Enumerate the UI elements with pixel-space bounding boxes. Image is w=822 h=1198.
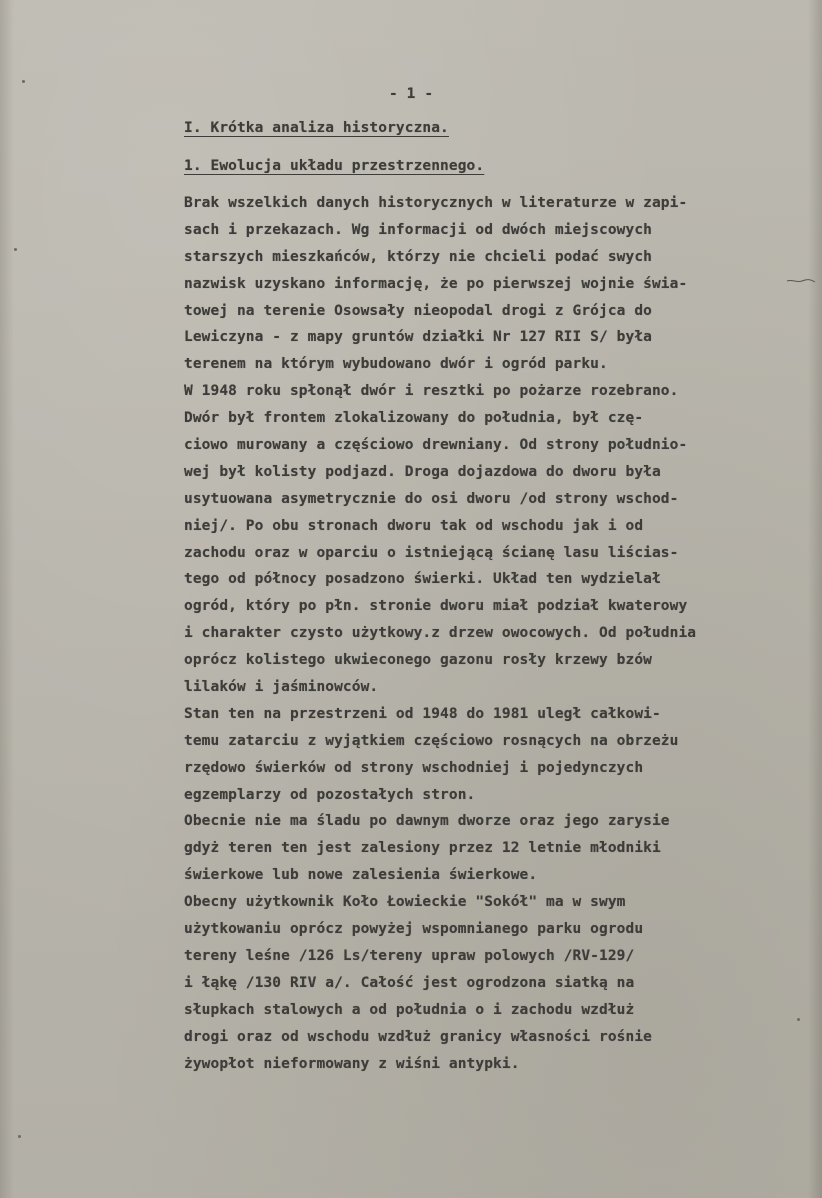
text-line: zachodu oraz w oparciu o istniejącą ścianę lasu liścias- [184,544,679,561]
text-line: użytkowaniu oprócz powyżej wspomnianego parku ogrodu [184,921,644,938]
text-line: Lewiczyna - z mapy gruntów działki Nr 127 RII S/ była [184,329,652,346]
text-line: Brak wszelkich danych historycznych w literaturze w zapi- [184,195,688,211]
text-line: wej był kolisty podjazd. Droga dojazdowa do dworu była [184,463,661,480]
text-line: niej/. Po obu stronach dworu tak od wschodu jak i od [184,517,644,534]
paper-speck [22,80,25,83]
text-line: Obecny użytkownik Koło Łowieckie "Sokół" ma w swym [184,894,626,911]
text-line: i charakter czysto użytkowy.z drzew owocowych. Od południa [184,625,697,642]
text-line: egzemplarzy od pozostałych stron. [184,786,476,803]
text-line: słupkach stalowych a od południa o i zachodu wzdłuż [184,1001,635,1018]
section-heading: I. Krótka analiza historyczna. [184,120,449,136]
text-line: oprócz kolistego ukwieconego gazonu rosły krzewy bzów [184,652,652,669]
text-line: W 1948 roku spłonął dwór i resztki po pożarze rozebrano. [184,383,679,400]
text-line: tego od północy posadzono świerki. Układ ten wydzielał [184,571,661,588]
text-line: żywopłot nieformowany z wiśni antypki. [184,1055,520,1072]
text-line: usytuowana asymetrycznie do osi dworu /od strony wschod- [184,490,679,507]
body-text [184,190,696,1077]
text-line: ciowo murowany a częściowo drewniany. Od strony południo- [184,437,688,454]
text-line: towej na terenie Osowsały nieopodal drogi z Grójca do [184,302,652,319]
handwritten-mark [786,276,816,286]
text-line: rzędowo świerków od strony wschodniej i pojedynczych [184,759,644,776]
text-line: i łąkę /130 RIV a/. Całość jest ogrodzona siatką na [184,974,635,991]
text-line: tereny leśne /126 Ls/tereny upraw polowych /RV-129/ [184,947,635,964]
paper-speck [797,1018,800,1021]
text-line: drogi oraz od wschodu wzdłuż granicy własności rośnie [184,1028,652,1045]
text-line: starszych mieszkańców, którzy nie chcieli podać swych [184,248,652,265]
text-line: świerkowe lub nowe zalesienia świerkowe. [184,867,538,884]
subsection-heading: 1. Ewolucja układu przestrzennego. [184,158,485,174]
text-line: Dwór był frontem zlokalizowany do południa, był czę- [184,410,644,427]
page-left-edge-shadow [0,0,14,1198]
paper-speck [14,248,17,251]
text-line: lilaków i jaśminowców. [184,679,379,696]
text-line: Stan ten na przestrzeni od 1948 do 1981 uległ całkowi- [184,705,661,722]
text-line: Obecnie nie ma śladu po dawnym dworze oraz jego zarysie [184,813,670,830]
text-line: ogród, który po płn. stronie dworu miał podział kwaterowy [184,598,688,615]
page-right-edge-shadow [808,0,822,1198]
text-line: terenem na którym wybudowano dwór i ogród parku. [184,356,608,373]
text-line: gdyż teren ten jest zalesiony przez 12 letnie młodniki [184,840,661,857]
paper-speck [18,1135,21,1138]
text-line: sach i przekazach. Wg informacji od dwóch miejscowych [184,221,652,238]
text-line: temu zatarciu z wyjątkiem częściowo rosnących na obrzeżu [184,732,679,749]
page-number: - 1 - [389,86,434,102]
text-line: nazwisk uzyskano informację, że po pierwszej wojnie świa- [184,275,688,292]
